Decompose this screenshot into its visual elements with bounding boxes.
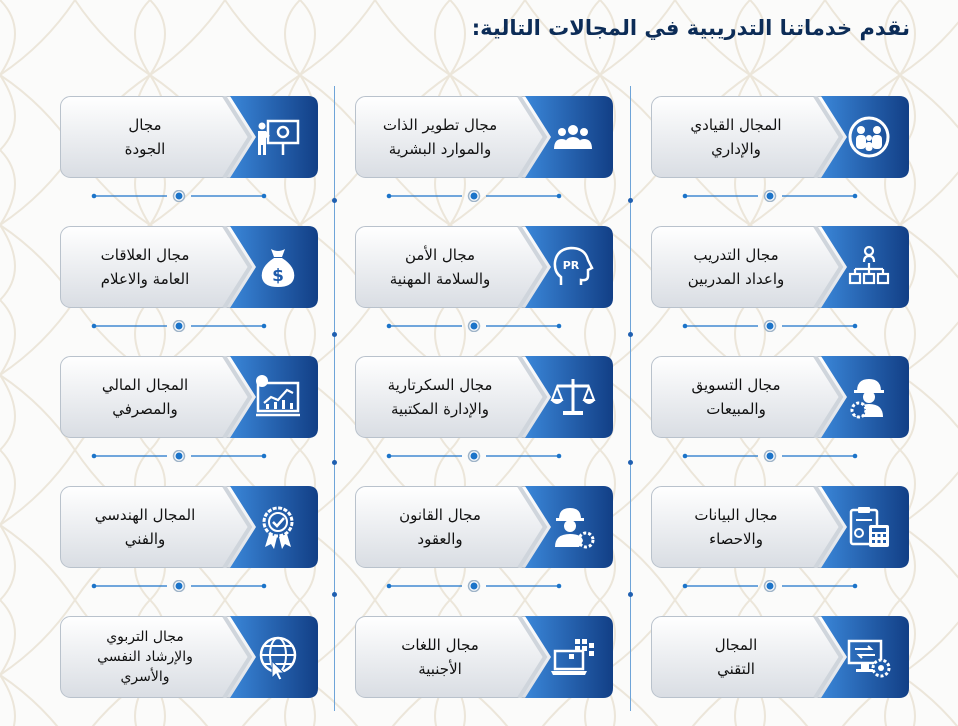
card-label-line: الأجنبية: [418, 660, 462, 678]
card-label-line: التقني: [717, 660, 755, 678]
card-label-line: الجودة: [124, 140, 166, 158]
card-label-line: المجال المالي: [101, 376, 189, 394]
card-label: [70, 486, 220, 568]
divider-dot: [332, 332, 337, 337]
svg-text:$: $: [272, 266, 284, 286]
finance-chart-icon: [238, 356, 318, 438]
connector-dot: [79, 450, 279, 462]
divider-dot: [332, 592, 337, 597]
card-label-line: مجال العلاقات: [100, 246, 190, 264]
service-card: [651, 486, 909, 568]
service-card: [60, 486, 318, 568]
card-label-line: مجال: [128, 116, 162, 134]
card-label-line: العامة والاعلام: [100, 270, 190, 288]
card-label: [661, 486, 811, 568]
service-card: [355, 356, 613, 438]
connector-dot: [670, 190, 870, 202]
worker-gear-icon: [533, 486, 613, 568]
card-label: [365, 226, 515, 308]
connector-dot: [374, 320, 574, 332]
connector-dot: [79, 190, 279, 202]
card-label-line: واعداد المدربين: [687, 270, 785, 288]
service-card: [60, 96, 318, 178]
card-label: [70, 616, 220, 698]
card-label-line: والفني: [124, 530, 166, 548]
card-label-line: مجال الأمن: [404, 246, 476, 264]
card-label: [365, 486, 515, 568]
connector-dot: [374, 190, 574, 202]
card-label: [365, 96, 515, 178]
card-label-line: مجال التدريب: [693, 246, 779, 264]
card-label-line: مجال السكرتارية: [387, 376, 493, 394]
computer-gear-icon: [829, 616, 909, 698]
connector-dot: [79, 320, 279, 332]
scales-icon: [533, 356, 613, 438]
card-label-line: والاحصاء: [709, 530, 763, 548]
engineer-gear-icon: [829, 356, 909, 438]
card-label: [70, 96, 220, 178]
service-card: [355, 616, 613, 698]
card-label: [365, 616, 515, 698]
card-label-line: والموارد البشرية: [388, 140, 492, 158]
money-bag-icon: [238, 226, 318, 308]
card-label: [70, 356, 220, 438]
card-label: [70, 226, 220, 308]
family-icon: [829, 96, 909, 178]
card-label: [661, 356, 811, 438]
card-label-line: المجال القيادي: [690, 116, 782, 134]
globe-icon: [238, 616, 318, 698]
divider-line: [630, 86, 631, 711]
card-label-line: والمبيعات: [706, 400, 766, 418]
hierarchy-icon: [829, 226, 909, 308]
connector-dot: [374, 580, 574, 592]
service-card: [60, 616, 318, 698]
card-label-line: والإداري: [711, 140, 761, 158]
badge-check-icon: [238, 486, 318, 568]
service-card: [651, 96, 909, 178]
card-label: [365, 356, 515, 438]
card-label-line: والأسري: [120, 669, 170, 685]
card-label-line: المجال: [714, 636, 758, 654]
service-card: [355, 486, 613, 568]
divider-dot: [628, 460, 633, 465]
card-label-line: والعقود: [417, 530, 463, 548]
card-label: [661, 96, 811, 178]
connector-dot: [670, 320, 870, 332]
card-label-line: مجال التسويق: [691, 376, 781, 394]
page-heading: نقدم خدماتنا التدريبية في المجالات التالية:: [471, 16, 910, 40]
service-card: [60, 226, 318, 308]
clipboard-calculator-icon: [829, 486, 909, 568]
card-label-line: والإرشاد النفسي: [97, 649, 193, 665]
service-card: [60, 356, 318, 438]
service-card: [651, 616, 909, 698]
connector-dot: [670, 580, 870, 592]
divider-dot: [332, 460, 337, 465]
service-card: [651, 226, 909, 308]
divider-dot: [628, 332, 633, 337]
divider-line: [334, 86, 335, 711]
card-label-line: مجال تطوير الذات: [382, 116, 498, 134]
service-card: [651, 356, 909, 438]
service-card: [355, 226, 613, 308]
team-icon: [533, 96, 613, 178]
card-label-line: مجال القانون: [399, 506, 481, 524]
laptop-pixels-icon: [533, 616, 613, 698]
connector-dot: [79, 580, 279, 592]
divider-dot: [628, 198, 633, 203]
card-label-line: والمصرفي: [112, 400, 178, 418]
connector-dot: [374, 450, 574, 462]
svg-text:PR: PR: [562, 259, 580, 272]
divider-dot: [628, 592, 633, 597]
card-label-line: مجال اللغات: [401, 636, 479, 654]
card-label-line: المجال الهندسي: [94, 506, 196, 524]
connector-dot: [670, 450, 870, 462]
card-label: [661, 226, 811, 308]
card-label-line: والإدارة المكتبية: [391, 400, 489, 418]
divider-dot: [332, 198, 337, 203]
presentation-gear-icon: [238, 96, 318, 178]
card-label: [661, 616, 811, 698]
card-label-line: مجال التربوي: [106, 629, 184, 645]
head-pr-icon: [533, 226, 613, 308]
service-card: [355, 96, 613, 178]
card-label-line: مجال البيانات: [694, 506, 778, 524]
card-label-line: والسلامة المهنية: [389, 270, 491, 288]
